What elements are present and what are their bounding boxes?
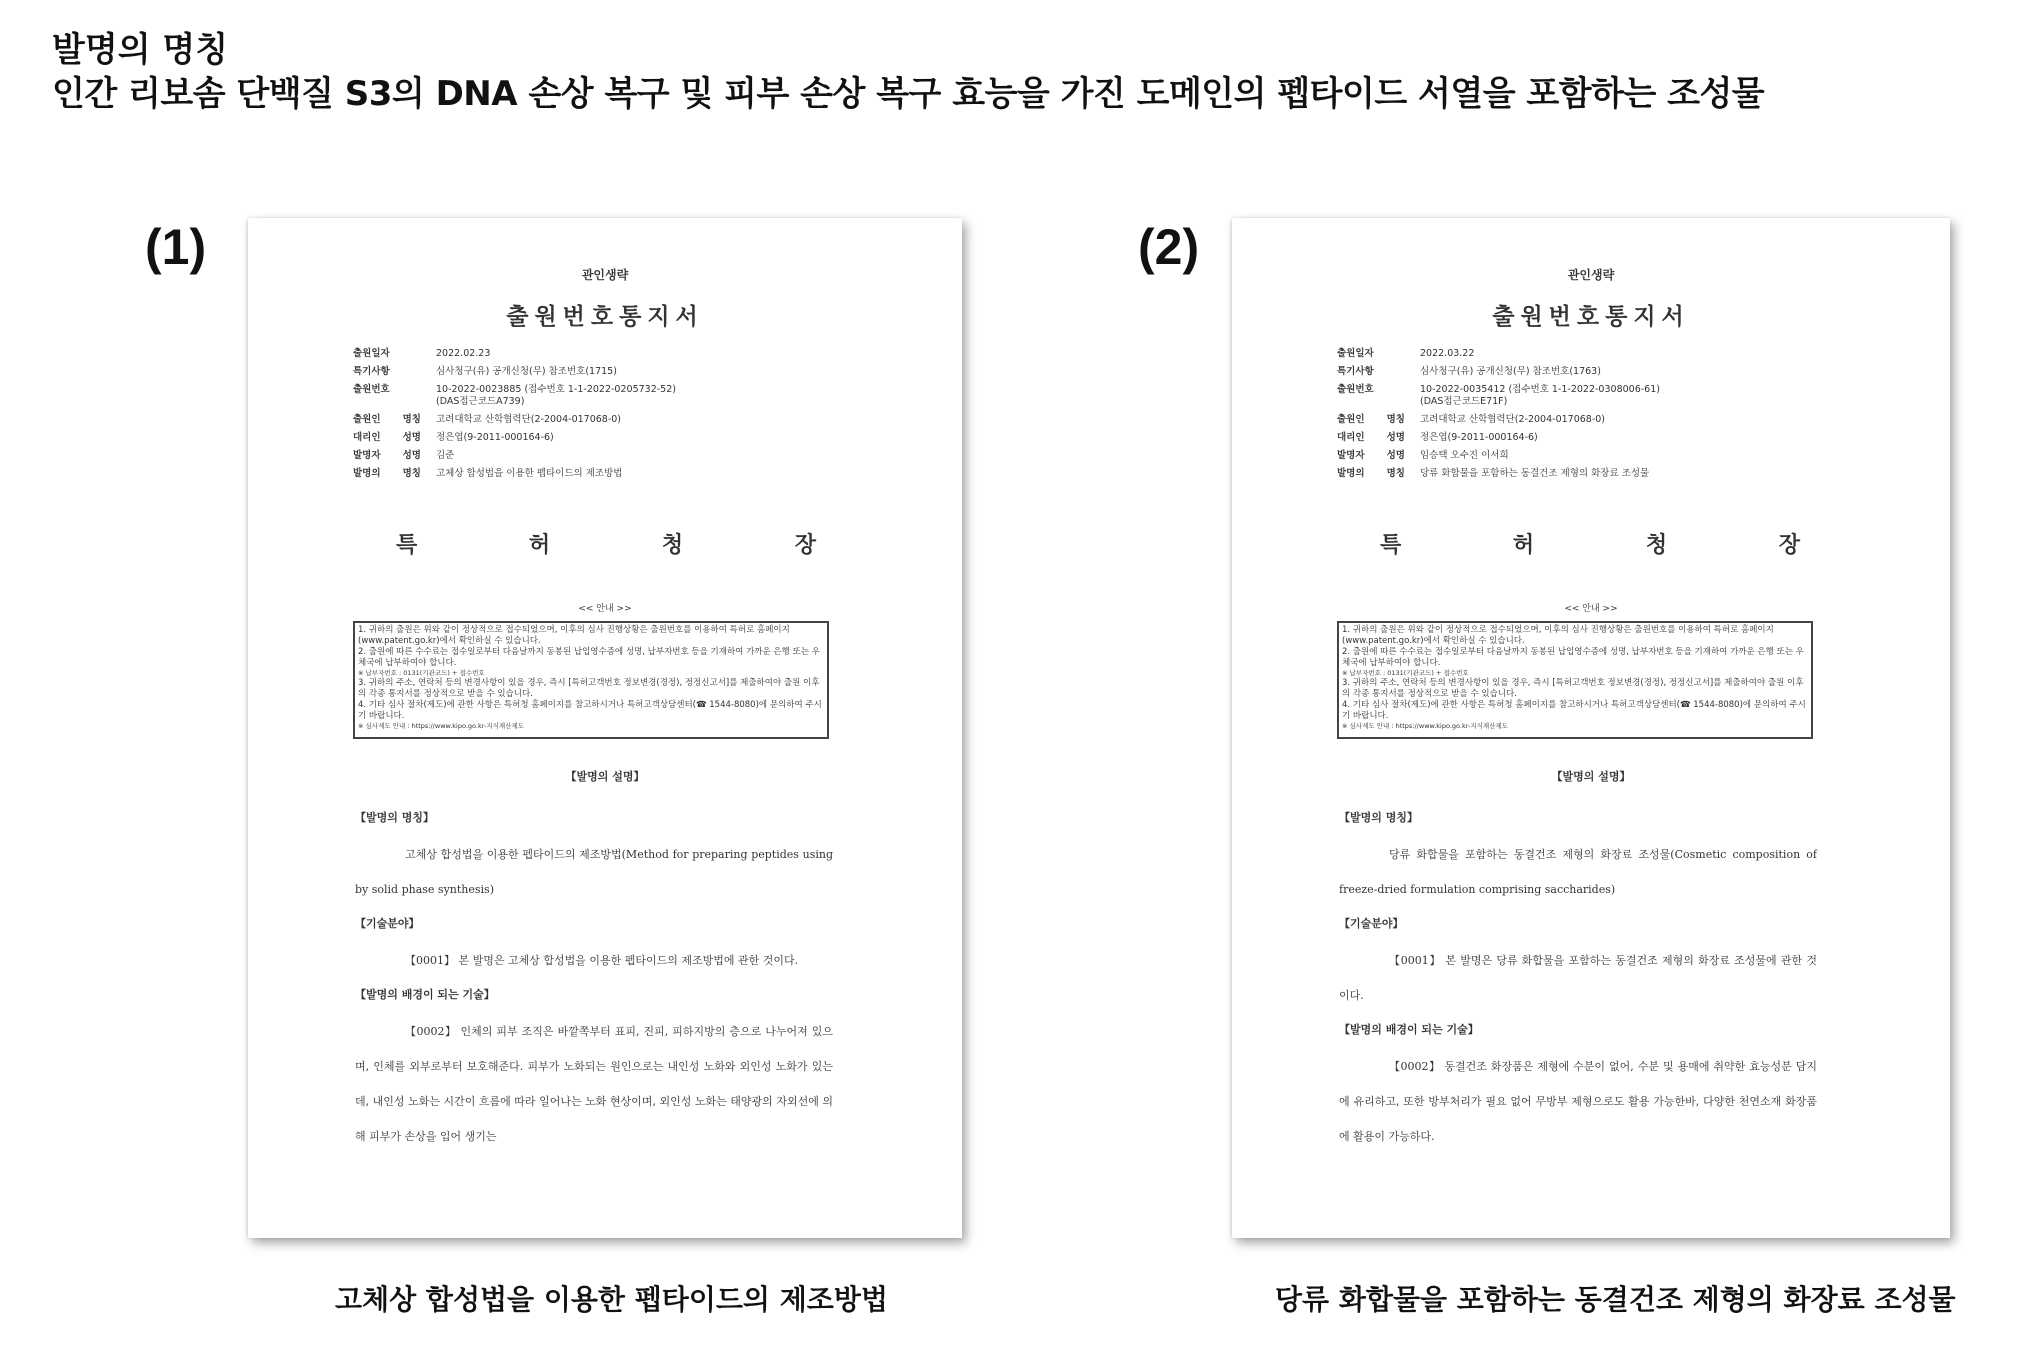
guide-line: ※ 심사제도 안내 : https://www.kipo.go.kr-지식재산제도 <box>1342 722 1509 730</box>
field-row <box>353 468 913 480</box>
seal-omitted-note: 관인생략 <box>1567 268 1615 282</box>
field-label: 출원번호 <box>1337 384 1374 395</box>
guide-line: 1. 귀하의 출원은 위와 같이 정상적으로 접수되었으며, 이후의 심사 진행상황은 출원번호를 이용하여 특허로 홈페이지(www.patent.go.kr)에서 확인하실 수 있습니다. <box>1342 625 1774 646</box>
field-label: 발명의 명칭 <box>353 468 421 479</box>
guide-box <box>353 621 829 739</box>
panel-number-1: (1) <box>145 219 207 275</box>
caption-2: 당류 화합물을 포함하는 동결건조 제형의 화장료 조성물 <box>1275 1283 1956 1316</box>
section-heading: 【기술분야】 <box>355 917 420 930</box>
field-value: 고려대학교 산학협력단(2-2004-017068-0) <box>436 414 622 425</box>
section-text: 【0001】 본 발명은 당류 화합물을 포함하는 동결건조 제형의 화장료 조성물에 관한 것이다. <box>1339 954 1817 1002</box>
section-heading: 【발명의 배경이 되는 기술】 <box>355 988 495 1001</box>
office-char: 허 <box>528 533 551 558</box>
field-label: 특기사항 <box>353 366 390 377</box>
section-heading: 【발명의 배경이 되는 기술】 <box>1339 1023 1479 1036</box>
field-label: 출원인 명칭 <box>1337 414 1405 425</box>
field-value: 정은엽(9-2011-000164-6) <box>1420 432 1538 443</box>
office-char: 특 <box>1380 533 1402 558</box>
guide-line: 4. 기타 심사 절차(제도)에 관한 사항은 특허청 홈페이지를 참고하시거나 특허고객상담센터(☎ 1544-8080)에 문의하여 주시기 바랍니다. <box>358 700 822 721</box>
field-value: 2022.03.22 <box>1420 348 1475 359</box>
field-label: 출원인 명칭 <box>353 414 421 425</box>
guide-line: 4. 기타 심사 절차(제도)에 관한 사항은 특허청 홈페이지를 참고하시거나 특허고객상담센터(☎ 1544-8080)에 문의하여 주시기 바랍니다. <box>1342 700 1806 721</box>
guide-line: 3. 귀하의 주소, 연락처 등의 변경사항이 있을 경우, 즉시 [특허고객번호 정보변경(경정), 정정신고서]를 제출하여야 출원 이후의 각종 통지서를 정상적으로 받을 수 있습니다. <box>358 678 820 699</box>
guide-line: 2. 출원에 따른 수수료는 접수일로부터 다음날까지 동봉된 납입영수증에 성명, 납부자번호 등을 기재하여 가까운 은행 또는 우체국에 납부하여야 합니다. <box>358 647 820 668</box>
office-char: 청 <box>661 533 684 558</box>
office-char: 허 <box>1512 533 1535 558</box>
field-value-line: (DAS접근코드E71F) <box>1420 396 1508 407</box>
document-page-1 <box>248 218 962 1238</box>
field-row <box>1337 468 1897 480</box>
application-fields <box>1337 348 1897 486</box>
field-row <box>1337 348 1897 360</box>
field-value: 임승택 오수진 이서희 <box>1420 450 1509 461</box>
field-value-line: 10-2022-0023885 (접수번호 1-1-2022-0205732-52) <box>436 384 676 395</box>
field-label: 발명자 성명 <box>1337 450 1405 461</box>
field-row <box>1337 450 1897 462</box>
application-fields <box>353 348 913 486</box>
section-text: 【0002】 동결건조 화장품은 제형에 수분이 없어, 수분 및 용매에 취약한 효능성분 담지에 유리하고, 또한 방부처리가 필요 없어 무방부 제형으로도 활용 가능한바, 다양한 천연소재 화장품에 활용이 가능하다. <box>1339 1060 1817 1143</box>
section-text: 【0002】 인체의 피부 조직은 바깥쪽부터 표피, 진피, 피하지방의 층으로 나누어져 있으며, 인체를 외부로부터 보호해준다. 피부가 노화되는 원인으로는 내인성 노화와 외인성 노화가 있는데, 내인성 노화는 시간이 흐름에 따라 일어나는 노화 현상이며, 외인성 노화는 태양광의 자외선에 의해 피부가 손상을 입어 생기는 <box>355 1025 833 1143</box>
guide-line: 1. 귀하의 출원은 위와 같이 정상적으로 접수되었으며, 이후의 심사 진행상황은 출원번호를 이용하여 특허로 홈페이지(www.patent.go.kr)에서 확인하실 수 있습니다. <box>358 625 790 646</box>
office-char: 장 <box>794 533 816 558</box>
field-value: 당류 화합물을 포함하는 동결건조 제형의 화장료 조성물 <box>1420 468 1650 479</box>
section-heading: 【발명의 명칭】 <box>1339 811 1418 824</box>
guide-heading: << 안내 >> <box>578 604 632 614</box>
field-label: 발명의 명칭 <box>1337 468 1405 479</box>
field-value-line: 10-2022-0035412 (접수번호 1-1-2022-0308006-61) <box>1420 384 1660 395</box>
field-row <box>353 348 913 360</box>
field-value <box>1420 384 1897 408</box>
field-value: 고체상 합성법을 이용한 펩타이드의 제조방법 <box>436 468 623 479</box>
field-value: 김준 <box>436 450 455 461</box>
section-text: 고체상 합성법을 이용한 펩타이드의 제조방법(Method for preparing peptides using by solid phase synthesis) <box>355 848 833 896</box>
panel-number-2: (2) <box>1138 219 1200 275</box>
caption-1: 고체상 합성법을 이용한 펩타이드의 제조방법 <box>335 1283 888 1316</box>
field-row <box>353 450 913 462</box>
guide-line: ※ 심사제도 안내 : https://www.kipo.go.kr-지식재산제도 <box>358 722 525 730</box>
section-heading: 【발명의 명칭】 <box>355 811 434 824</box>
field-label: 출원번호 <box>353 384 390 395</box>
field-row <box>1337 384 1897 408</box>
seal-omitted-note: 관인생략 <box>581 268 629 282</box>
invention-title: 인간 리보솜 단백질 S3의 DNA 손상 복구 및 피부 손상 복구 효능을 가진 도메인의 펩타이드 서열을 포함하는 조성물 <box>52 74 1765 114</box>
field-label: 대리인 성명 <box>1337 432 1405 443</box>
field-value: 고려대학교 산학협력단(2-2004-017068-0) <box>1420 414 1606 425</box>
guide-line: ※ 납부자번호 : 0131(기관코드) + 접수번호 <box>358 669 485 677</box>
description-heading: 【발명의 설명】 <box>1551 770 1631 783</box>
guide-heading: << 안내 >> <box>1564 604 1618 614</box>
guide-line: ※ 납부자번호 : 0131(기관코드) + 접수번호 <box>1342 669 1469 677</box>
field-value: 심사청구(유) 공개신청(무) 참조번호(1763) <box>1420 366 1601 377</box>
notice-title: 출원번호통지서 <box>506 304 704 330</box>
section-text: 당류 화합물을 포함하는 동결건조 제형의 화장료 조성물(Cosmetic composition of freeze-dried formulation comprising saccharides) <box>1339 848 1817 896</box>
invention-name-label: 발명의 명칭 <box>52 30 229 70</box>
field-row <box>353 384 913 408</box>
office-name <box>396 528 816 559</box>
office-name <box>1380 528 1800 559</box>
field-row <box>353 414 913 426</box>
field-row <box>353 366 913 378</box>
description-body <box>355 801 833 1154</box>
field-label: 발명자 성명 <box>353 450 421 461</box>
field-label: 출원일자 <box>353 348 390 359</box>
office-char: 청 <box>1645 533 1668 558</box>
field-row <box>1337 432 1897 444</box>
field-label: 출원일자 <box>1337 348 1374 359</box>
guide-line: 3. 귀하의 주소, 연락처 등의 변경사항이 있을 경우, 즉시 [특허고객번호 정보변경(경정), 정정신고서]를 제출하여야 출원 이후의 각종 통지서를 정상적으로 받을 수 있습니다. <box>1342 678 1804 699</box>
section-text: 【0001】 본 발명은 고체상 합성법을 이용한 펩타이드의 제조방법에 관한 것이다. <box>405 954 799 967</box>
field-value: 정은엽(9-2011-000164-6) <box>436 432 554 443</box>
field-row <box>353 432 913 444</box>
field-value: 2022.02.23 <box>436 348 491 359</box>
field-label: 대리인 성명 <box>353 432 421 443</box>
field-value-line: (DAS접근코드A739) <box>436 396 525 407</box>
document-page-2 <box>1232 218 1950 1238</box>
field-row <box>1337 366 1897 378</box>
field-label: 특기사항 <box>1337 366 1374 377</box>
guide-box <box>1337 621 1813 739</box>
section-heading: 【기술분야】 <box>1339 917 1404 930</box>
guide-line: 2. 출원에 따른 수수료는 접수일로부터 다음날까지 동봉된 납입영수증에 성명, 납부자번호 등을 기재하여 가까운 은행 또는 우체국에 납부하여야 합니다. <box>1342 647 1804 668</box>
notice-title: 출원번호통지서 <box>1492 304 1690 330</box>
field-value: 심사청구(유) 공개신청(무) 참조번호(1715) <box>436 366 617 377</box>
description-body <box>1339 801 1817 1154</box>
field-row <box>1337 414 1897 426</box>
office-char: 장 <box>1778 533 1800 558</box>
office-char: 특 <box>396 533 418 558</box>
field-value <box>436 384 913 408</box>
description-heading: 【발명의 설명】 <box>565 770 645 783</box>
